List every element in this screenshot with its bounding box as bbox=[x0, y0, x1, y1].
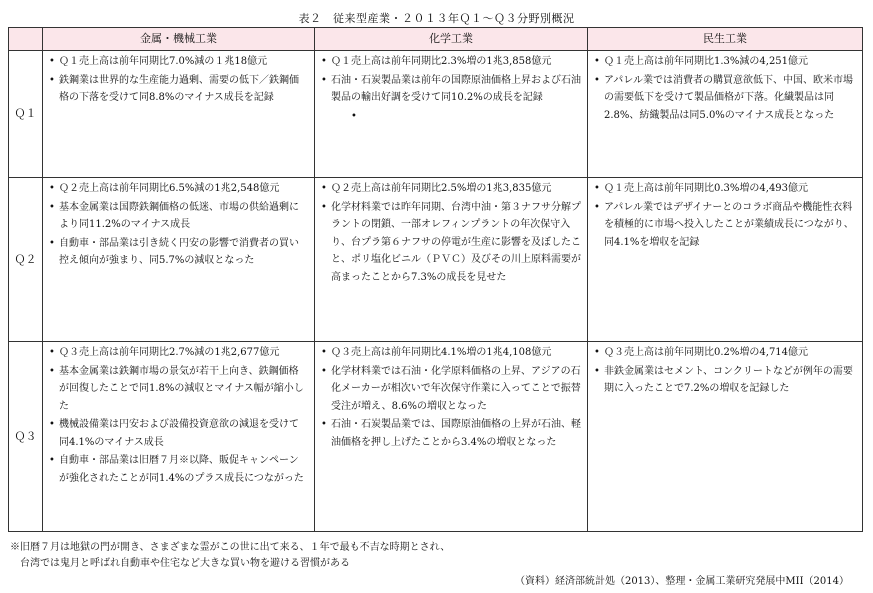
list-item: • Ｑ３売上高は前年同期比0.2%増の4,714億元 bbox=[594, 344, 856, 362]
sector-summary-table bbox=[8, 27, 863, 532]
row-label-q1: Ｑ１ bbox=[9, 51, 43, 178]
list-item: • Ｑ３売上高は前年同期比2.7%減の1兆2,677億元 bbox=[49, 344, 308, 362]
list-item: • 自動車・部品業は旧暦７月※以降、販促キャンペーンが強化されたことが同1.4%のプラス成長につながった bbox=[49, 452, 308, 487]
list-item: • Ｑ２売上高は前年同期比2.5%増の1兆3,835億元 bbox=[321, 180, 581, 198]
table-row-q1 bbox=[9, 51, 863, 178]
table-title: 表２ 従来型産業・２０１３年Ｑ１〜Ｑ３分野別概況 bbox=[298, 12, 575, 25]
row-label-q2: Ｑ２ bbox=[9, 178, 43, 342]
list-item: • Ｑ１売上高は前年同期比1.3%減の4,251億元 bbox=[594, 53, 856, 71]
header-row bbox=[9, 28, 863, 51]
list-item: • Ｑ１売上高は前年同期比7.0%減の１兆18億元 bbox=[49, 53, 308, 71]
table-row-q2 bbox=[9, 178, 863, 342]
header-metal-machinery: 金属・機械工業 bbox=[43, 28, 315, 51]
list-item: • 非鉄金属業はセメント、コンクリートなどが例年の需要期に入ったことで7.2%の増収を記録した bbox=[594, 363, 856, 398]
cell-q2-chemical bbox=[315, 178, 588, 342]
row-label-q3: Ｑ３ bbox=[9, 342, 43, 532]
footnote-line-1: ※旧暦７月は地獄の門が開き、さまざまな霊がこの世に出て来る、１年で最も不吉な時期とされ、 bbox=[10, 542, 451, 553]
empty-bullet bbox=[321, 108, 581, 125]
list-item: • Ｑ２売上高は前年同期比6.5%減の1兆2,548億元 bbox=[49, 180, 308, 198]
list-item: • Ｑ３売上高は前年同期比4.1%増の1兆4,108億元 bbox=[321, 344, 581, 362]
cell-q1-chemical bbox=[315, 51, 588, 178]
cell-q2-metal bbox=[43, 178, 315, 342]
list-item: • 石油・石炭製品業では、国際原油価格の上昇が石油、軽油価格を押し上げたことから3.4%の増収となった bbox=[321, 416, 581, 451]
header-chemical: 化学工業 bbox=[315, 28, 588, 51]
header-corner bbox=[9, 28, 43, 51]
table-row-q3 bbox=[9, 342, 863, 532]
list-item: • 石油・石炭製品業は前年の国際原油価格上昇および石油製品の輸出好調を受けて同10.2%の成長を記録 bbox=[321, 72, 581, 107]
list-item: • 基本金属業は鉄鋼市場の景気が若干上向き、鉄鋼価格が回復したことで同1.8%の減収とマイナス幅が縮小した bbox=[49, 363, 308, 416]
cell-q3-metal bbox=[43, 342, 315, 532]
source-citation: （資料）経済部統計処（2013）、整理・金属工業研究発展中MII（2014） bbox=[514, 576, 849, 587]
list-item: • 鉄鋼業は世界的な生産能力過剰、需要の低下／鉄鋼価格の下落を受けて同8.8%のマイナス成長を記録 bbox=[49, 72, 308, 107]
list-item: • 機械設備業は円安および設備投資意欲の減退を受けて同4.1%のマイナス成長 bbox=[49, 416, 308, 451]
list-item: • 自動車・部品業は引き続く円安の影響で消費者の買い控え傾向が強まり、同5.7%の減収となった bbox=[49, 235, 308, 270]
list-item: • Ｑ１売上高は前年同期比2.3%増の1兆3,858億元 bbox=[321, 53, 581, 71]
list-item: • アパレル業では消費者の購買意欲低下、中国、欧米市場の需要低下を受けて製品価格が下落。化繊製品は同2.8%、紡織製品は同5.0%のマイナス成長となった bbox=[594, 72, 856, 125]
cell-q1-consumer bbox=[588, 51, 863, 178]
list-item: • 化学材料業では昨年同期、台湾中油・第３ナフサ分解プラントの閉鎖、一部オレフィンプラントの年次保守入り、台プラ第６ナフサの停電が生産に影響を及ぼしたこと、ポリ塩化ビニル（ＰＶＣ）及びその川上原料需要が高まったことから7.3%の成長を見せた bbox=[321, 199, 581, 287]
list-item: • アパレル業ではデザイナーとのコラボ商品や機能性衣料を積極的に市場へ投入したことが業績成長につながり、同4.1%を増収を記録 bbox=[594, 199, 856, 252]
cell-q2-consumer bbox=[588, 178, 863, 342]
list-item: • 化学材料業では石油・化学原料価格の上昇、アジアの石化メーカーが相次いで年次保守作業に入ってことで振替受注が増え、8.6%の増収となった bbox=[321, 363, 581, 416]
cell-q1-metal bbox=[43, 51, 315, 178]
cell-q3-consumer bbox=[588, 342, 863, 532]
list-item: • 基本金属業は国際鉄鋼価格の低迷、市場の供給過剰により同11.2%のマイナス成長 bbox=[49, 199, 308, 234]
header-consumer: 民生工業 bbox=[588, 28, 863, 51]
footnote-line-2: 台湾では鬼月と呼ばれ自動車や住宅など大きな買い物を避ける習慣がある bbox=[20, 558, 350, 569]
cell-q3-chemical bbox=[315, 342, 588, 532]
list-item: • Ｑ１売上高は前年同期比0.3%増の4,493億元 bbox=[594, 180, 856, 198]
